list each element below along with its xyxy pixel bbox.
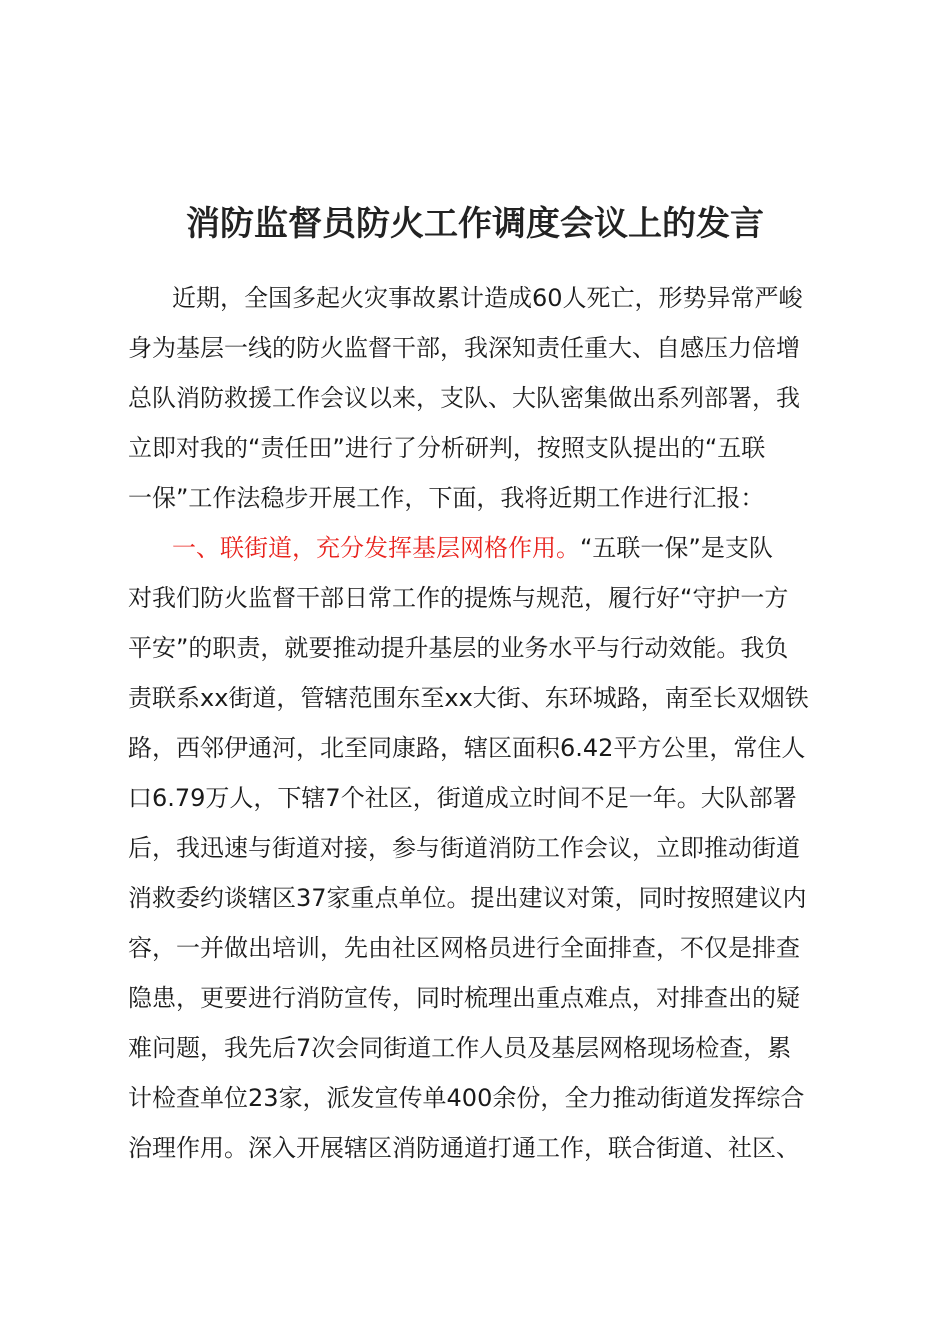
section-lead-text: “五联一保”是支队 xyxy=(580,534,773,562)
document-body xyxy=(128,273,858,1173)
paragraph-line: 后，我迅速与街道对接，参与街道消防工作会议，立即推动街道 xyxy=(128,834,800,862)
document-title: 消防监督员防火工作调度会议上的发言 xyxy=(186,204,764,244)
paragraph-line: 口6.79万人，下辖7个社区，街道成立时间不足一年。大队部署 xyxy=(128,784,797,812)
paragraph-line: 难问题，我先后7次会同街道工作人员及基层网格现场检查，累 xyxy=(128,1034,792,1062)
paragraph-line: 治理作用。深入开展辖区消防通道打通工作，联合街道、社区、 xyxy=(128,1134,800,1162)
paragraph-line: 计检查单位23家，派发宣传单400余份，全力推动街道发挥综合 xyxy=(128,1084,805,1112)
paragraph-line: 立即对我的“责任田”进行了分析研判，按照支队提出的“五联 xyxy=(128,434,766,462)
paragraph-line: 平安”的职责，就要推动提升基层的业务水平与行动效能。我负 xyxy=(128,634,789,662)
paragraph-line: 身为基层一线的防火监督干部，我深知责任重大、自感压力倍增 xyxy=(128,334,800,362)
paragraph-line: 容，一并做出培训，先由社区网格员进行全面排查，不仅是排查 xyxy=(128,934,800,962)
paragraph-line: 对我们防火监督干部日常工作的提炼与规范，履行好“守护一方 xyxy=(128,584,789,612)
paragraph-line: 责联系xx街道，管辖范围东至xx大街、东环城路，南至长双烟铁 xyxy=(128,684,809,712)
paragraph-line: 路，西邻伊通河，北至同康路，辖区面积6.42平方公里，常住人 xyxy=(128,734,806,762)
paragraph-line: 隐患，更要进行消防宣传，同时梳理出重点难点，对排查出的疑 xyxy=(128,984,800,1012)
paragraph-line: 一保”工作法稳步开展工作，下面，我将近期工作进行汇报： xyxy=(128,484,765,512)
paragraph-line: 近期，全国多起火灾事故累计造成60人死亡，形势异常严峻 xyxy=(172,284,803,312)
paragraph-line: 总队消防救援工作会议以来，支队、大队密集做出系列部署，我 xyxy=(128,384,800,412)
paragraph-line: 消救委约谈辖区37家重点单位。提出建议对策，同时按照建议内 xyxy=(128,884,807,912)
section-heading-line xyxy=(128,523,858,573)
section-heading: 一、联街道，充分发挥基层网格作用。 xyxy=(172,534,580,562)
